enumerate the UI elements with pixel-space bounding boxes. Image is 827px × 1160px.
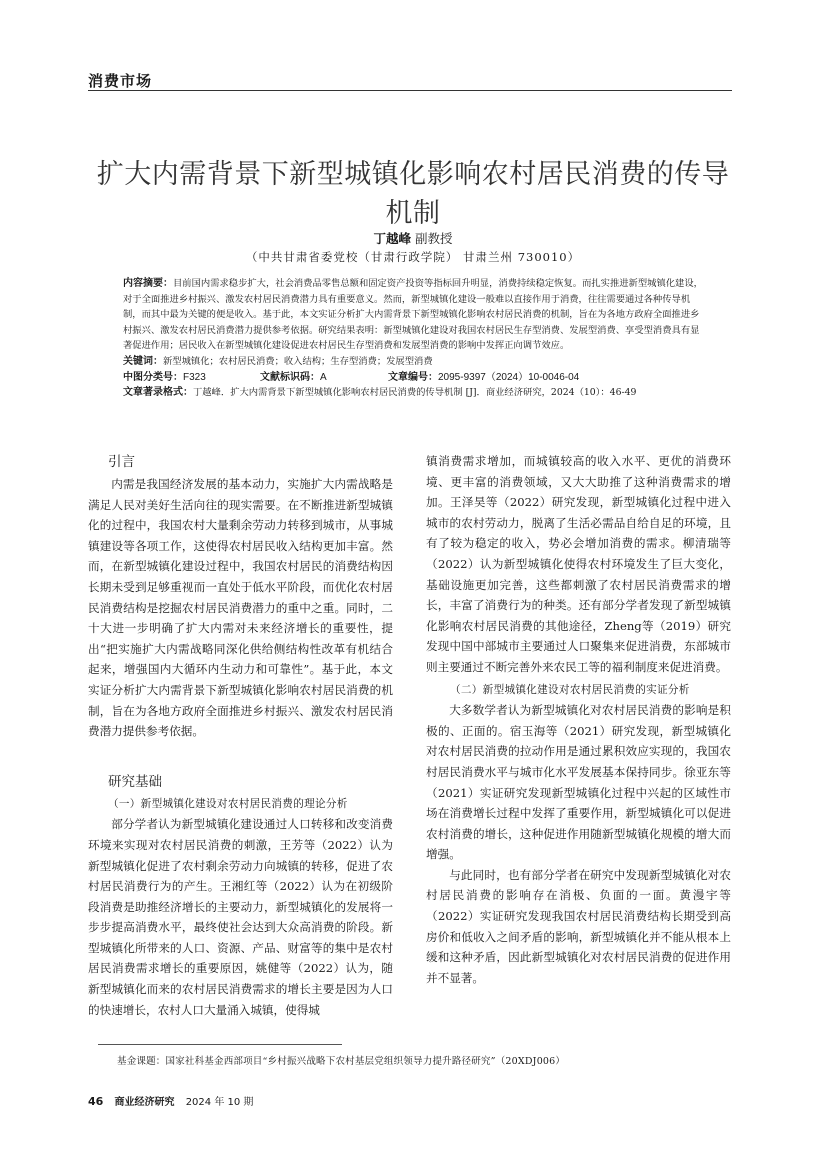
author-name: 丁越峰 (373, 231, 411, 246)
article-title: 扩大内需背景下新型城镇化影响农村居民消费的传导机制 (96, 159, 730, 229)
body-column-right (426, 451, 731, 988)
doc-code-value: A (320, 371, 327, 383)
abstract-text: 目前国内需求稳步扩大，社会消费品零售总额和固定资产投资等指标回升明显，消费持续稳定恢复。而扎实推进新型城镇化建设，对于全面推进乡村振兴、激发农村居民消费潜力具有重要意义。然而，新型城镇化建设一般难以直接作用于消费，往往需要通过各种传导机制，而其中最为关键的便是收入。基于此，本文实证分析扩大内需背景下新型城镇化影响农村居民消费的机制，旨在为各地方政府全面推进乡村振兴、激发农村居民消费潜力提供参考依据。研究结果表明：新型城镇化建设对我国农村居民生存型消费、发展型消费、享受型消费具有显著促进作用；居民收入在新型城镇化建设促进农村居民生存型消费和发展型消费的影响中发挥正向调节效应。 (123, 278, 703, 352)
intro-heading: 引言 (108, 454, 135, 470)
abstract (123, 276, 708, 354)
body-paragraph: 大多数学者认为新型城镇化对农村居民消费的影响是积极的、正面的。宿玉海等（2021）研究发现，新型城镇化对农村居民消费的拉动作用是通过累积效应实现的，我国农村居民消费水平与城市化水平发展基本保持同步。徐亚东等（2021）实证研究发现新型城镇化过程中兴起的区域性市场在消费增长过程中发挥了重要作用，新型城镇化可以促进农村消费的增长，这种促进作用随新型城镇化规模的增大而增强。 (426, 703, 731, 862)
intro-paragraph: 内需是我国经济发展的基本动力，实施扩大内需战略是满足人民对美好生活向往的现实需要。在不断推进新型城镇化的过程中，我国农村大量剩余劳动力转移到城市，从事城镇建设等各项工作，这使得农村居民收入结构更加丰富。然而，在新型城镇化建设过程中，我国农村居民的消费结构因长期未受到足够重视而一直处于低水平阶段，而优化农村居民消费结构是挖掘农村居民消费潜力的重中之重。同时，二十大进一步明确了扩大内需对未来经济增长的重要性，提出“把实施扩大内需战略同深化供给侧结构性改革有机结合起来，增强国内大循环内生动力和可靠性”。基于此，本文实证分析扩大内需背景下新型城镇化影响农村居民消费的机制，旨在为各地方政府全面推进乡村振兴、激发农村居民消费潜力提供参考依据。 (88, 477, 393, 739)
doc-code-label: 文献标识码： (260, 371, 320, 383)
classification-row (123, 370, 708, 386)
page-footer (88, 1093, 253, 1108)
keywords-text: 新型城镇化；农村居民消费；收入结构；生存型消费；发展型消费 (163, 355, 433, 367)
keywords (123, 354, 708, 370)
section-header: 消费市场 (88, 72, 153, 90)
article-no-label: 文章编号： (388, 371, 438, 383)
journal-issue: 2024 年 10 期 (185, 1097, 254, 1108)
keywords-label: 关键词： (123, 355, 163, 367)
body-column-left (88, 451, 393, 1020)
author-affiliation: （中共甘肃省委党校（甘肃行政学院） 甘肃兰州 730010） (245, 250, 581, 264)
abstract-label: 内容摘要： (123, 278, 173, 289)
footnote: 基金课题：国家社科基金西部项目“乡村振兴战略下农村基层党组织领导力提升路径研究”（20XDJ006） (117, 1056, 566, 1067)
clc-label: 中图分类号： (123, 371, 183, 383)
author-line (88, 229, 738, 247)
body-paragraph: 部分学者认为新型城镇化建设通过人口转移和改变消费环境来实现对农村居民消费的刺激，王芳等（2022）认为新型城镇化促进了农村剩余劳动力向城镇的转移，促进了农村居民消费行为的产生。王湘红等（2022）认为在初级阶段消费是助推经济增长的主要动力，新型城镇化的发展将一步步提高消费水平，最终使社会达到大众高消费的阶段。新型城镇化所带来的人口、资源、产品、财富等的集中是农村居民消费需求增长的重要原因，姚健等（2022）认为，随新型城镇化而来的农村居民消费需求的增长主要是因为人口的快速增长，农村人口大量涌入城镇，使得城 (88, 817, 393, 1017)
footnote-divider (98, 1044, 342, 1045)
article-no-value: 2095-9397（2024）10-0046-04 (438, 371, 580, 383)
body-paragraph: 与此同时，也有部分学者在研究中发现新型城镇化对农村居民消费的影响存在消极、负面的一面。黄漫宇等（2022）实证研究发现我国农村居民消费结构长期受到高房价和低收入之间矛盾的影响，新型城镇化并不能从根本上缓和这种矛盾，因此新型城镇化对农村居民消费的促进作用并不显著。 (426, 867, 731, 985)
article-metadata (123, 276, 708, 401)
citation-label: 文章著录格式： (123, 387, 193, 399)
subsection-heading-2: （二）新型城镇化建设对农村居民消费的实证分析 (450, 683, 690, 696)
citation (123, 385, 708, 401)
research-heading: 研究基础 (108, 773, 162, 790)
citation-text: 丁越峰．扩大内需背景下新型城镇化影响农村居民消费的传导机制 [J]．商业经济研究，2024（10）：46-49 (193, 387, 637, 399)
journal-name: 商业经济研究 (114, 1097, 175, 1108)
subsection-heading-1: （一）新型城镇化建设对农村居民消费的理论分析 (108, 797, 348, 810)
body-paragraph-continued: 镇消费需求增加，而城镇较高的收入水平、更优的消费环境、更丰富的消费领域，又大大助推了这种消费需求的增加。王泽昊等（2022）研究发现，新型城镇化过程中进入城市的农村劳动力，脱离了生活必需品自给自足的环境，且有了较为稳定的收入，势必会增加消费的需求。柳清瑞等（2022）认为新型城镇化使得农村环境发生了巨大变化，基础设施更加完善，这些都刺激了农村居民消费需求的增长，丰富了消费行为的种类。还有部分学者发现了新型城镇化影响农村居民消费的其他途径，Zheng等（2019）研究发现中国中部城市主要通过人口聚集来促进消费，东部城市则主要通过不断完善外来农民工等的福利制度来促进消费。 (426, 454, 731, 674)
header-divider (88, 90, 732, 91)
page-number: 46 (88, 1095, 104, 1108)
author-title: 副教授 (414, 231, 453, 246)
clc-value: F323 (183, 371, 206, 383)
